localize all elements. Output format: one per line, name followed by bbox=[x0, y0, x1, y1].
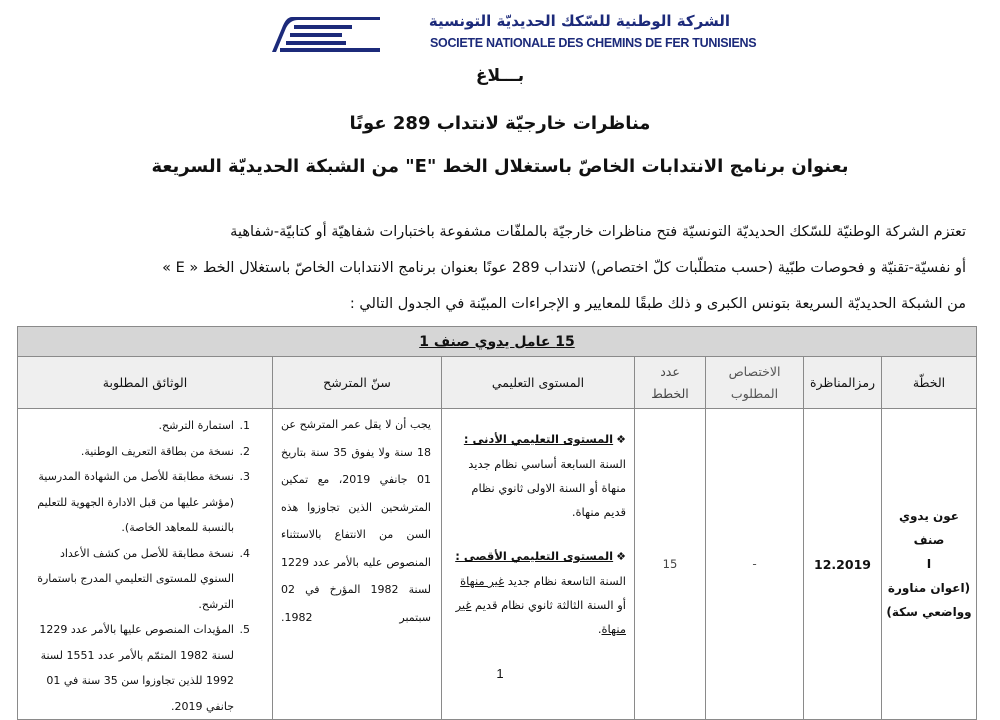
cell-age: يجب أن لا يقل عمر المترشح عن 18 سنة ولا يفوق 35 سنة بتاريخ 01 جانفي 2019، مع تمكين المترشحين الذين تجاوزوا هذه السن من الانتفاع بالاستثناء المنصوص عليه بالأمر عدد 1229 لسنة 1982 المؤرخ في 02 سبتمبر 1982. bbox=[273, 409, 442, 720]
education-max: ❖المستوى التعليمي الأقصى : السنة التاسعة نظام جديد غير منهاة أو السنة الثالثة ثانوي نظام قديم غير منهاة. bbox=[455, 549, 626, 636]
cell-plan: عون يدوي صنف I (اعوان مناورة وواضعي سكة) bbox=[882, 409, 977, 720]
header-age: سنّ المترشح bbox=[273, 357, 442, 409]
list-item: 4. نسخة مطابقة للأصل من كشف الأعداد السنوي للمستوى التعليمي المدرج باستمارة الترشح. bbox=[24, 541, 236, 618]
header-documents: الوثائق المطلوبة bbox=[18, 357, 273, 409]
org-name-french: SOCIETE NATIONALE DES CHEMINS DE FER TUNISIENS bbox=[430, 36, 757, 50]
diamond-bullet-icon: ❖ bbox=[616, 550, 626, 563]
header-code: رمزالمناظرة bbox=[804, 357, 882, 409]
recruitment-table bbox=[17, 326, 977, 720]
cell-code: 12.2019 bbox=[804, 409, 882, 720]
diamond-bullet-icon: ❖ bbox=[616, 433, 626, 446]
document-subtitle: بعنوان برنامج الانتدابات الخاصّ باستغلال الخط "E" من الشبكة الحديديّة السريعة bbox=[151, 156, 849, 177]
header-count: عدد الخطط bbox=[635, 357, 706, 409]
list-item: 1. استمارة الترشح. bbox=[24, 413, 236, 439]
cell-specialty: - bbox=[706, 409, 804, 720]
education-min: ❖المستوى التعليمي الأدنى : السنة السابعة أساسي نظام جديد منهاة أو السنة الاولى ثانوي نظام قديم منهاة. bbox=[463, 432, 626, 519]
table-header-row bbox=[18, 357, 977, 409]
list-item: 3. نسخة مطابقة للأصل من الشهادة المدرسية (مؤشر عليها من قبل الادارة الجهوية للتعليم بالنسبة للمعاهد الخاصة). bbox=[24, 464, 236, 541]
header-plan: الخطّة bbox=[882, 357, 977, 409]
document-title: مناظرات خارجيّة لانتداب 289 عونًا bbox=[349, 113, 651, 134]
intro-line: تعتزم الشركة الوطنيّة للسّكك الحديديّة التونسيّة فتح مناظرات خارجيّة بالملفّات مشفوعة باختبارات شفاهيّة أو كتابيّة-شفاهية bbox=[230, 224, 966, 240]
list-item: 5. المؤيدات المنصوص عليها بالأمر عدد 1229 لسنة 1982 المتمّم بالأمر عدد 1551 لسنة 1992 للذين تجاوزوا سن 35 سنة في 01 جانفي 2019. bbox=[24, 617, 236, 719]
sncft-rail-logo-icon bbox=[272, 14, 382, 54]
header-education: المستوى التعليمي bbox=[442, 357, 635, 409]
intro-paragraph bbox=[28, 214, 966, 322]
page-number: 1 bbox=[496, 666, 504, 681]
intro-line: أو نفسيّة-تقنيّة و فحوصات طبّية (حسب متطلّبات كلّ اختصاص) لانتداب 289 عونًا بعنوان برنامج الانتدابات الخاصّ باستغلال الخط « E » bbox=[162, 260, 966, 276]
org-name-arabic: الشركة الوطنية للسّكك الحديديّة التونسية bbox=[428, 12, 730, 30]
table-caption: 15 عامل يدوي صنف 1 bbox=[18, 327, 977, 357]
notice-label: بـــلاغ bbox=[475, 66, 525, 86]
table-caption-row bbox=[18, 327, 977, 357]
list-item: 2. نسخة من بطاقة التعريف الوطنية. bbox=[24, 439, 236, 465]
intro-line: من الشبكة الحديديّة السريعة بتونس الكبرى و ذلك طبقًا للمعايير و الإجراءات المبيّنة في الجدول التالي : bbox=[349, 296, 966, 312]
header-specialty: الاختصاص المطلوب bbox=[706, 357, 804, 409]
cell-count: 15 bbox=[635, 409, 706, 720]
